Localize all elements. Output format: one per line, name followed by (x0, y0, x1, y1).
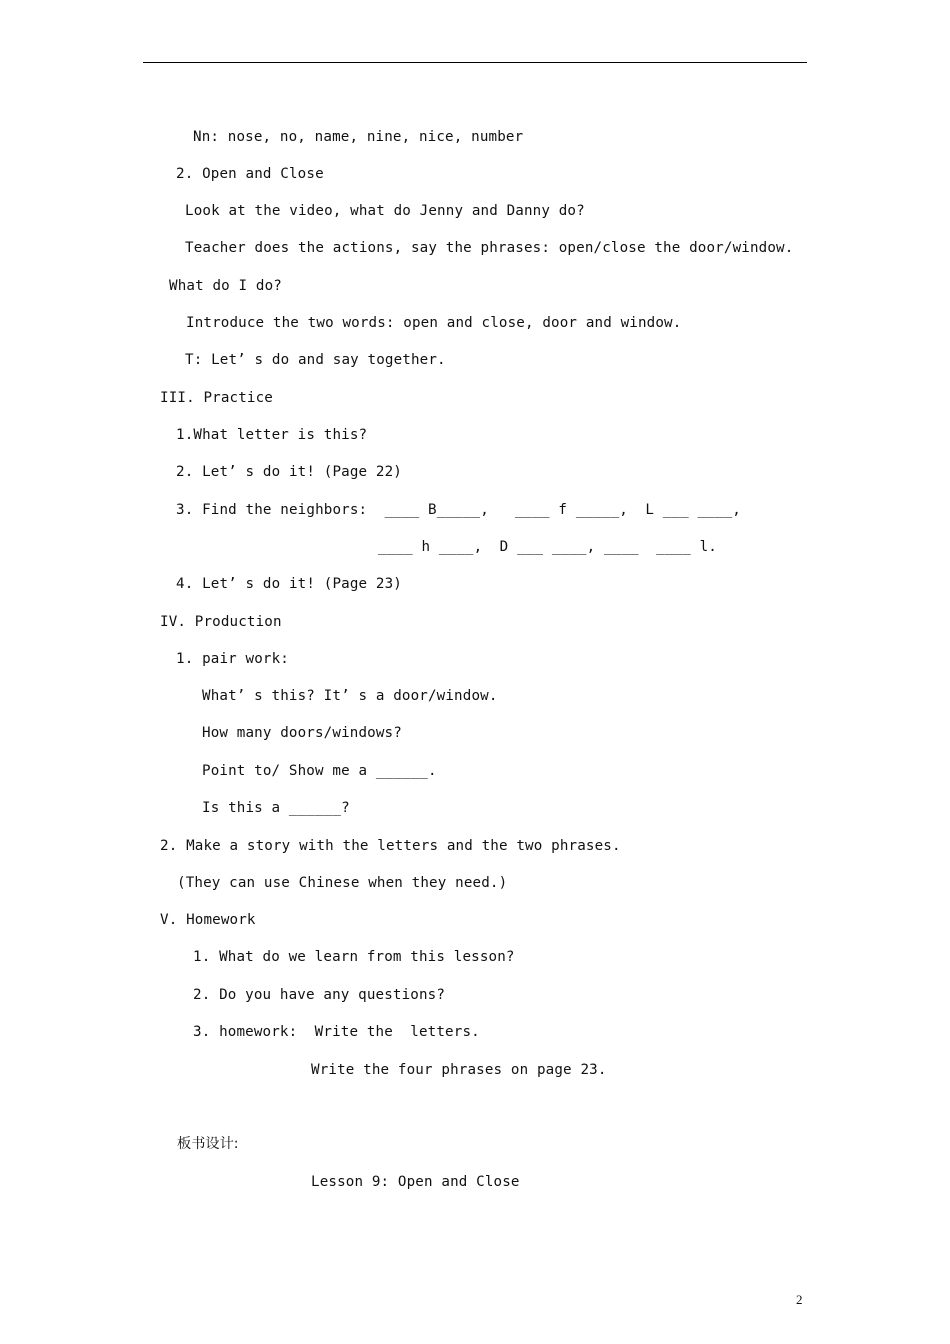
homework-item-2: 2. Do you have any questions? (193, 987, 446, 1003)
dialogue-line-1: What’ s this? It’ s a door/window. (202, 688, 498, 704)
teacher-question: What do I do? (169, 278, 282, 294)
dialogue-line-2: How many doors/windows? (202, 725, 402, 741)
practice-item-4: 4. Let’ s do it! (Page 23) (176, 576, 402, 592)
teacher-prompt: T: Let’ s do and say together. (185, 352, 446, 368)
production-note: (They can use Chinese when they need.) (177, 875, 508, 891)
board-lesson-title: Lesson 9: Open and Close (311, 1174, 520, 1190)
homework-item-1: 1. What do we learn from this lesson? (193, 949, 515, 965)
practice-item-2: 2. Let’ s do it! (Page 22) (176, 464, 402, 480)
header-rule (143, 62, 807, 63)
section-homework-heading: V. Homework (160, 912, 256, 928)
section-production-heading: IV. Production (160, 614, 282, 630)
phonics-nn-words: Nn: nose, no, name, nine, nice, number (193, 129, 524, 145)
board-design-heading: 板书设计: (177, 1136, 239, 1152)
practice-item-1: 1.What letter is this? (176, 427, 368, 443)
homework-item-3: 3. homework: Write the letters. (193, 1024, 480, 1040)
practice-item-3-continued: ____ h ____, D ___ ____, ____ ____ l. (378, 539, 717, 555)
teacher-actions: Teacher does the actions, say the phrases: open/close the door/window. (185, 240, 794, 256)
dialogue-line-3: Point to/ Show me a ______. (202, 763, 437, 779)
dialogue-line-4: Is this a ______? (202, 800, 350, 816)
step-open-and-close: 2. Open and Close (176, 166, 324, 182)
video-question: Look at the video, what do Jenny and Danny do? (185, 203, 585, 219)
introduce-words: Introduce the two words: open and close, door and window. (186, 315, 682, 331)
section-practice-heading: III. Practice (160, 390, 273, 406)
production-item-1: 1. pair work: (176, 651, 289, 667)
homework-item-3-continued: Write the four phrases on page 23. (311, 1062, 607, 1078)
practice-item-3: 3. Find the neighbors: ____ B_____, ____ f _____, L ___ ____, (176, 502, 741, 518)
production-item-2: 2. Make a story with the letters and the two phrases. (160, 838, 621, 854)
page-number: 2 (796, 1292, 803, 1307)
